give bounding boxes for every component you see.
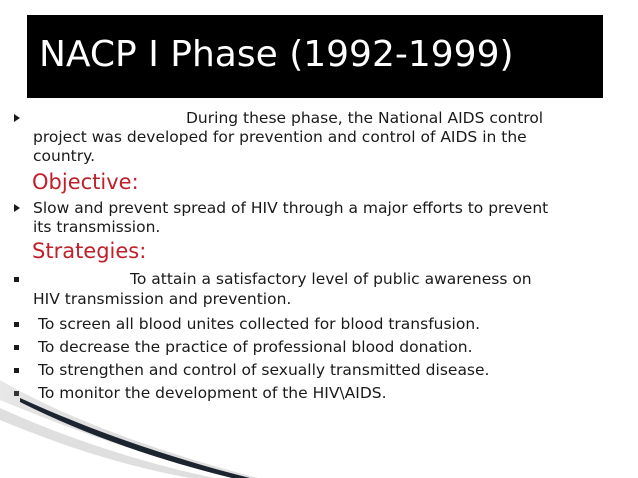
arrow-bullet-icon [14, 114, 20, 122]
square-bullet-icon [14, 322, 19, 327]
strategy-item-1-line-1: To attain a satisfactory level of public awareness on [130, 270, 532, 288]
strategy-item-5: To monitor the development of the HIV\AIDS. [38, 384, 387, 402]
intro-text-line-1: During these phase, the National AIDS control [186, 109, 544, 127]
square-bullet-icon [14, 277, 19, 282]
square-bullet-icon [14, 345, 19, 350]
strategy-item-2: To screen all blood unites collected for blood transfusion. [38, 315, 481, 333]
strategy-item-1-line-2: HIV transmission and prevention. [33, 290, 292, 308]
strategy-item-3: To decrease the practice of professional blood donation. [38, 338, 473, 356]
title-bar [27, 15, 603, 98]
objective-text-line-2: its transmission. [33, 218, 161, 236]
intro-text-line-3: country. [33, 147, 95, 165]
objective-text-line-1: Slow and prevent spread of HIV through a major efforts to prevent [33, 199, 549, 217]
objective-heading: Objective: [32, 170, 139, 194]
arrow-bullet-icon [14, 204, 20, 212]
square-bullet-icon [14, 368, 19, 373]
intro-text-line-2: project was developed for prevention and control of AIDS in the [33, 128, 527, 146]
slide-title: NACP I Phase (1992-1999) [39, 34, 514, 75]
strategies-heading: Strategies: [32, 239, 147, 263]
decorative-swoosh [0, 380, 260, 478]
strategy-item-4: To strengthen and control of sexually transmitted disease. [38, 361, 490, 379]
